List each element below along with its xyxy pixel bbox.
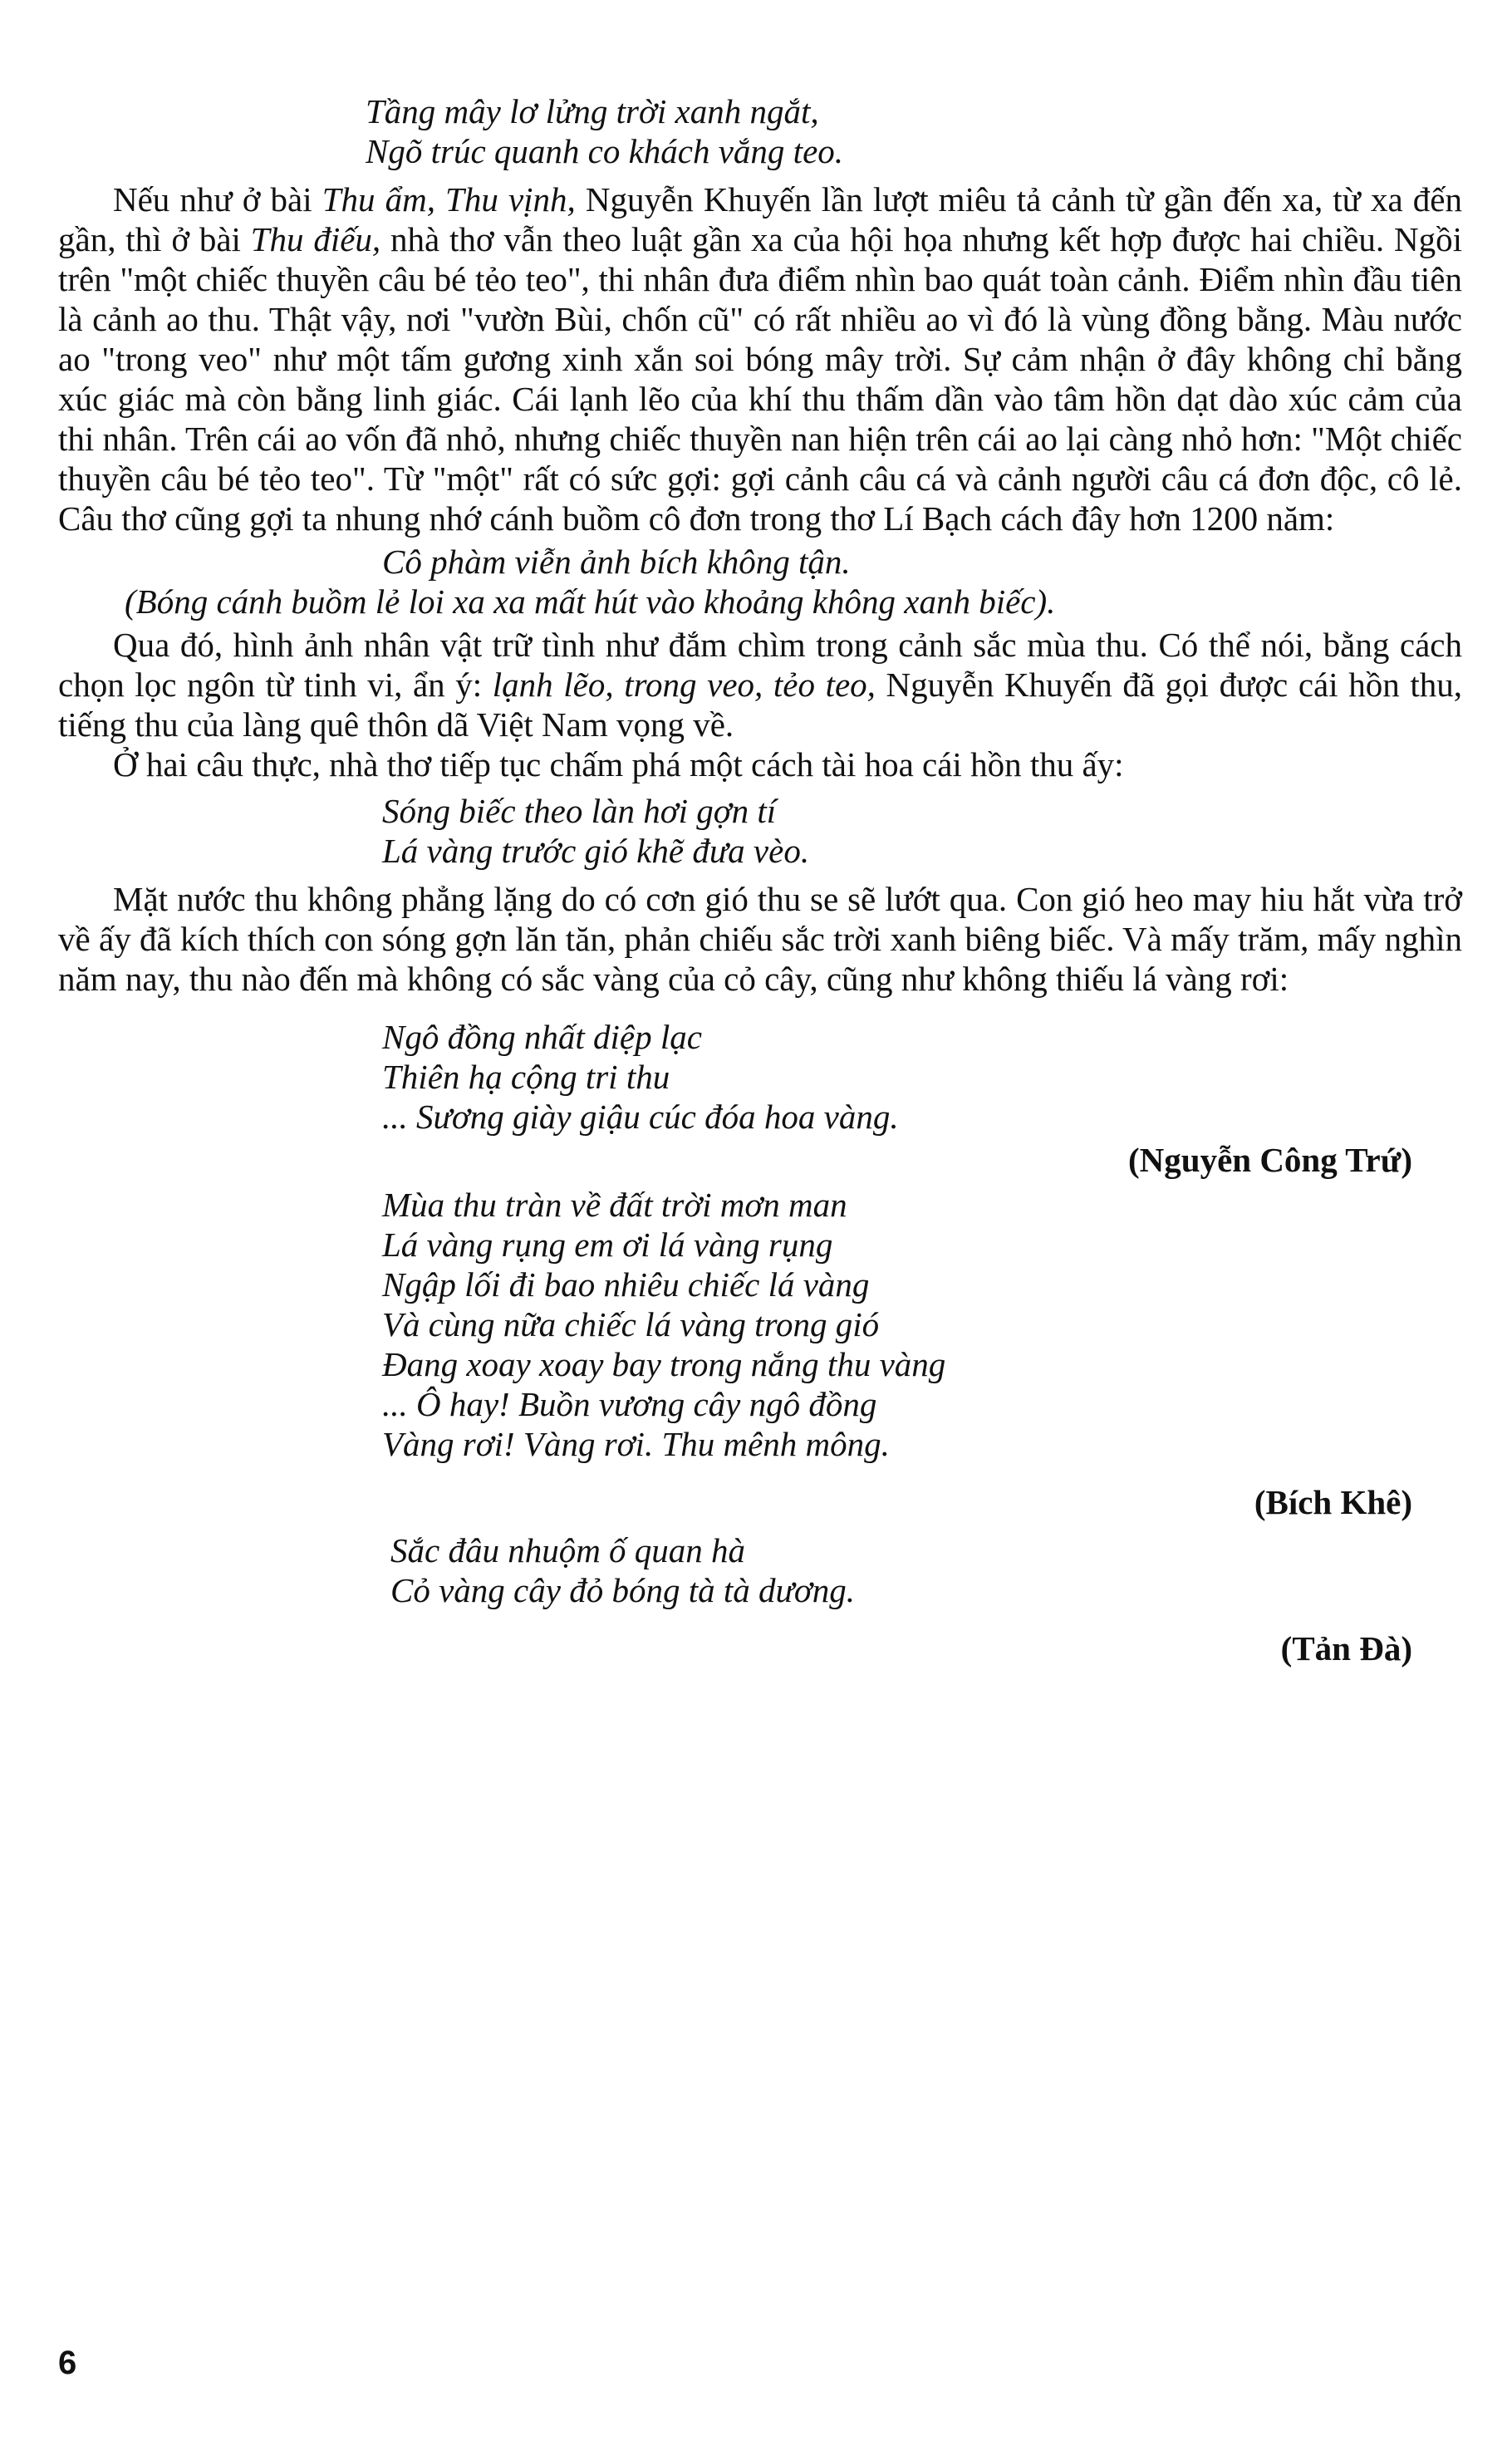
quote-tan-da xyxy=(58,1530,1462,1668)
poem-line: Mùa thu tràn về đất trời mơn man xyxy=(382,1186,847,1224)
text-run: Qua đó, hình ảnh nhân vật trữ tình như đắm chìm trong cảnh sắc mùa thu. Có thể nói, bằng cách chọn lọc ngôn từ tinh vi, ẩn ý: xyxy=(58,626,1462,704)
poem-line: Ngõ trúc quanh co khách vắng teo. xyxy=(366,132,844,170)
quote-author: (Nguyễn Công Trứ) xyxy=(1128,1141,1412,1179)
quote-author: (Tản Đà) xyxy=(1280,1629,1412,1668)
poem-line: Cỏ vàng cây đỏ bóng tà tà dương. xyxy=(390,1571,855,1609)
poem-line: Sóng biếc theo làn hơi gợn tí xyxy=(382,792,777,830)
poem-line: ... Sương giày giậu cúc đóa hoa vàng. xyxy=(382,1098,899,1136)
page-body xyxy=(58,91,1462,1677)
poem-line: ... Ô hay! Buồn vương cây ngô đồng xyxy=(382,1385,877,1423)
text-run: Nguyễn Khuyến đã gọi được cái hồn thu, tiếng thu của làng quê thôn dã Việt Nam vọng về. xyxy=(58,666,1462,744)
quote-bich-khe xyxy=(58,1185,1462,1522)
paragraph-2 xyxy=(58,625,1462,744)
opening-poem xyxy=(58,91,1462,171)
text-run-italic: Thu điếu, xyxy=(250,220,381,258)
paragraph-1 xyxy=(58,179,1462,538)
poem-gloss: (Bóng cánh buồm lẻ loi xa xa mất hút vào khoảng không xanh biếc). xyxy=(125,582,1056,621)
poem-line: Ngô đồng nhất diệp lạc xyxy=(382,1018,702,1056)
quote-author: (Bích Khê) xyxy=(1254,1483,1412,1521)
text-run-italic: Thu ẩm, Thu vịnh, xyxy=(322,180,576,219)
poem-line: Sắc đâu nhuộm ố quan hà xyxy=(390,1531,746,1569)
text-run: Nếu như ở bài xyxy=(113,180,322,219)
poem-line: Cô phàm viễn ảnh bích không tận. xyxy=(382,543,851,581)
paragraph-3: Ở hai câu thực, nhà thơ tiếp tục chấm phá một cách tài hoa cái hồn thu ấy: xyxy=(113,745,1124,783)
poem-line: Thiên hạ cộng tri thu xyxy=(382,1058,670,1096)
poem-line: Ngập lối đi bao nhiêu chiếc lá vàng xyxy=(382,1265,870,1304)
poem-line: Vàng rơi! Vàng rơi. Thu mênh mông. xyxy=(382,1425,890,1463)
text-run: Nguyễn Khuyến lần lượt miêu tả cảnh từ gần đến xa, từ xa đến gần, thì ở bài xyxy=(58,180,1462,258)
poem-line: Lá vàng trước gió khẽ đưa vèo. xyxy=(382,832,810,870)
text-run: nhà thơ vẫn theo luật gần xa của hội họa nhưng kết hợp được hai chiều. Ngồi trên "một chiếc thuyền câu bé tẻo teo", thi nhân đưa điểm nhìn bao quát toàn cảnh. Điểm nhìn đầu tiên là cảnh ao thu. Thật vậy, nơi "vườn Bùi, chốn cũ" có rất nhiều ao vì đó là vùng đồng bằng. Màu nước ao "trong veo" như một tấm gương xinh xắn soi bóng mây trời. Sự cảm nhận ở đây không chỉ bằng xúc giác mà còn bằng linh giác. Cái lạnh lẽo của khí thu thấm dần vào tâm hồn dạt dào xúc cảm của thi nhân. Trên cái ao vốn đã nhỏ, nhưng chiếc thuyền nan hiện trên cái ao lại càng nhỏ hơn: "Một chiếc thuyền câu bé tẻo teo". Từ "một" rất có sức gợi: gợi cảnh câu cá và cảnh người câu cá đơn độc, cô lẻ. Câu thơ cũng gợi ta nhung nhớ cánh buồm cô đơn trong thơ Lí Bạch cách đây hơn 1200 năm: xyxy=(58,220,1462,538)
thuc-poem xyxy=(58,791,1462,871)
quote-nguyen-cong-tru xyxy=(58,1017,1462,1180)
page-number: 6 xyxy=(58,2345,77,2381)
poem-line: Tầng mây lơ lửng trời xanh ngắt, xyxy=(366,92,819,130)
poem-line: Đang xoay xoay bay trong nắng thu vàng xyxy=(382,1345,946,1383)
text-run-italic: lạnh lẽo, trong veo, tẻo teo, xyxy=(492,666,876,704)
poem-line: Lá vàng rụng em ơi lá vàng rụng xyxy=(382,1225,833,1264)
paragraph-4: Mặt nước thu không phẳng lặng do có cơn gió thu se sẽ lướt qua. Con gió heo may hiu hắt vừa trở về ấy đã kích thích con sóng gợn lăn tăn, phản chiếu sắc trời xanh biêng biếc. Và mấy trăm, mấy nghìn năm nay, thu nào đến mà không có sắc vàng của cỏ cây, cũng như không thiếu lá vàng rơi: xyxy=(58,880,1462,998)
poem-line: Và cùng nữa chiếc lá vàng trong gió xyxy=(382,1305,880,1343)
li-bach-poem xyxy=(58,542,1462,621)
